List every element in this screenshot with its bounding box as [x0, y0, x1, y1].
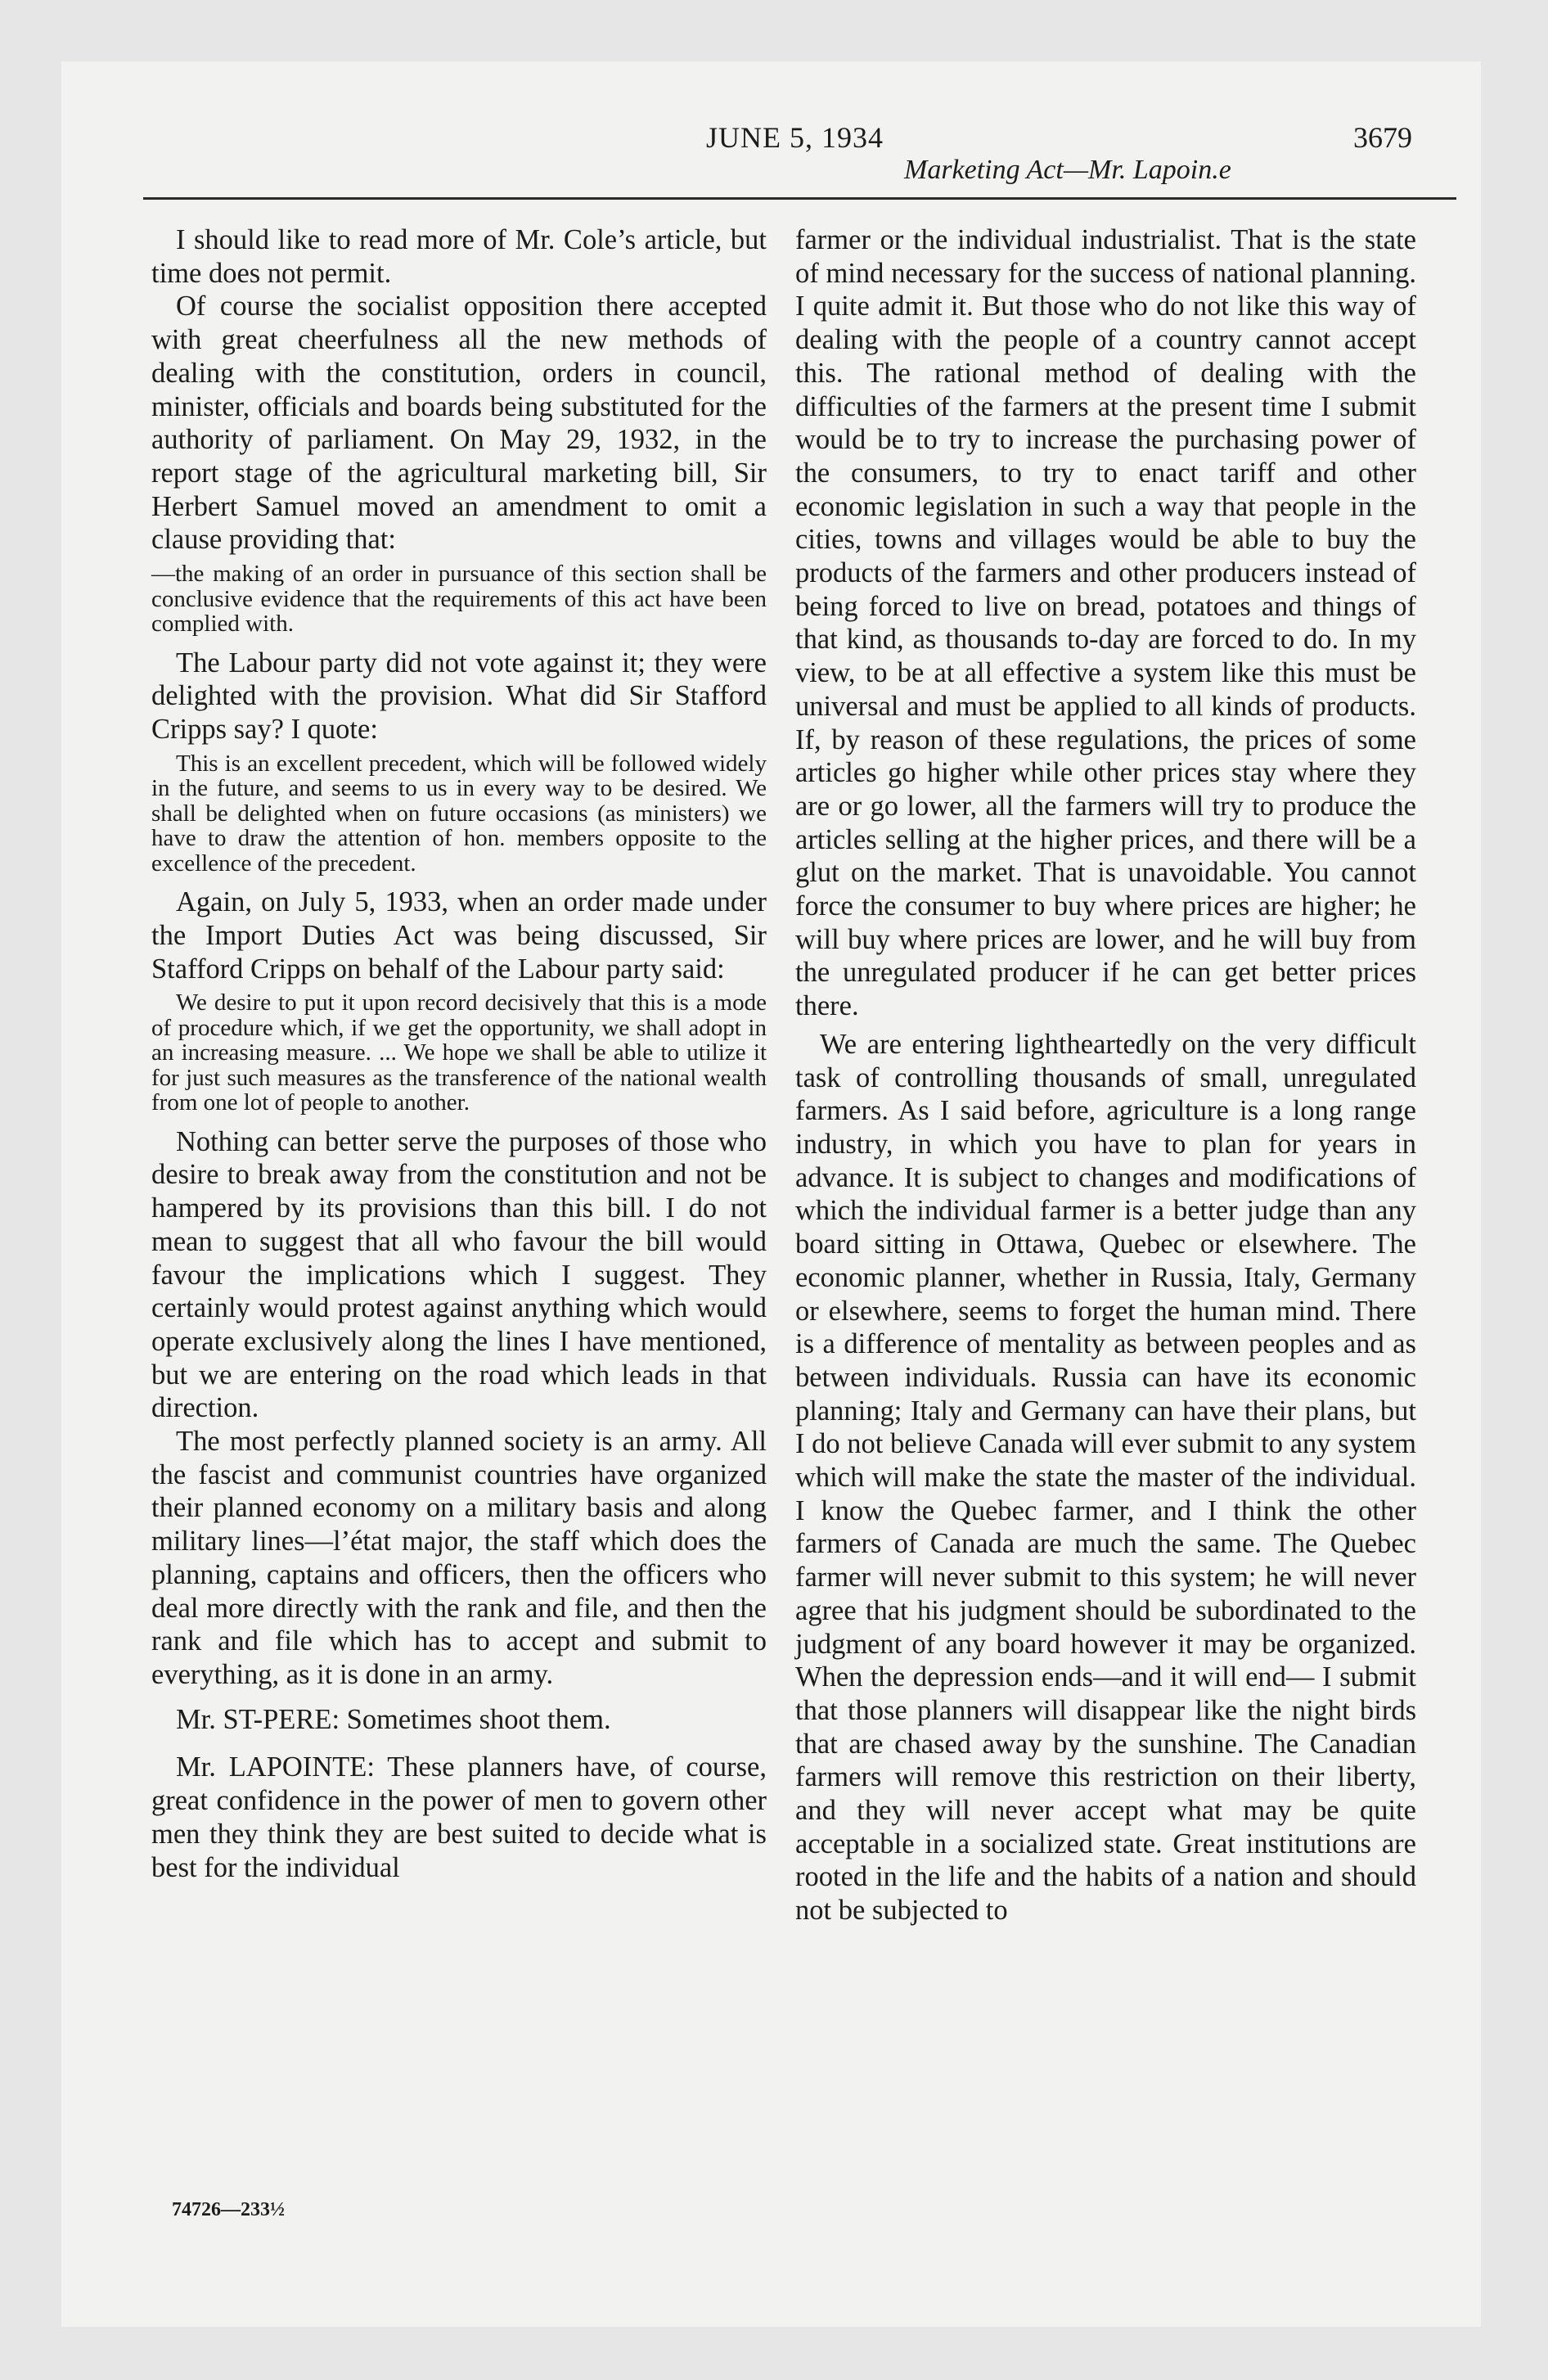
quotation-text: We desire to put it upon record decisively that this is a mode of procedure which, if we get the opportunity, we shall adopt in an increasing measure. ... We hope we shall be able to utilize it for just such measures as the transference of the national wealth from one lot of people to another.: [151, 989, 767, 1116]
paragraph: Nothing can better serve the purposes of those who desire to break away from the constitution and not be hampered by its provisions than this bill. I do not mean to suggest that all who favour the bill would favour the implications which I suggest. They certainly would protest against anything which would operate exclusively along the lines I have mentioned, but we are entering on the road which leads in that direction.: [151, 1125, 767, 1424]
paragraph: Of course the socialist opposition there accepted with great cheerfulness all the new methods of dealing with the constitution, orders in council, minister, officials and boards being substituted for the authority of parliament. On May 29, 1932, in the report stage of the agricultural marketing bill, Sir Herbert Samuel moved an amendment to omit a clause providing that:: [151, 291, 767, 556]
left-column: [151, 223, 767, 1884]
right-column: [795, 223, 1416, 1927]
quotation: [151, 751, 767, 877]
footer-code: 74726—233½: [172, 2199, 285, 2220]
paragraph: We are entering lightheartedly on the very difficult task of controlling thousands of small, unregulated farmers. As I said before, agriculture is a long range industry, in which you have to plan for years in advance. It is subject to changes and modifications of which the individual farmer is a better judge than any board sitting in Ottawa, Quebec or elsewhere. The economic planner, whether in Russia, Italy, Germany or elsewhere, seems to forget the human mind. There is a difference of mentality as between peoples and as between individuals. Russia can have its economic planning; Italy and Germany can have their plans, but I do not believe Canada will ever submit to any system which will make the state the master of the individual. I know the Quebec farmer, and I think the other farmers of Canada are much the same. The Quebec farmer will never submit to this system; he will never agree that his judgment should be subordinated to the judgment of any board however it may be organized. When the depression ends—and it will end— I submit that those planners will disappear like the night birds that are chased away by the sunshine. The Canadian farmers will remove this restriction on their liberty, and they will never accept what may be quite acceptable in a socialized state. Great institutions are rooted in the life and the habits of a nation and should not be subjected to: [795, 1028, 1416, 1927]
quotation: [151, 990, 767, 1116]
paragraph: farmer or the individual industrialist. That is the state of mind necessary for the success of national planning. I quite admit it. But those who do not like this way of dealing with the people of a country cannot accept this. The rational method of dealing with the difficulties of the farmers at the present time I submit would be to try to increase the purchasing power of the consumers, to try to enact tariff and other economic legislation in such a way that people in the cities, towns and villages would be able to buy the products of the farmers and other producers instead of being forced to live on bread, potatoes and things of that kind, as thousands to-day are forced to do. In my view, to be at all effective a system like this must be universal and must be applied to all kinds of products. If, by reason of these regulations, the prices of some articles go higher while other prices stay where they are or go lower, all the farmers will try to produce the articles selling at the higher prices, and there will be a glut on the market. That is unavoidable. You cannot force the consumer to buy where prices are higher; he will buy where prices are lower, and he will buy from the unregulated producer if he can get better prices there.: [795, 224, 1416, 1022]
paragraph: Again, on July 5, 1933, when an order made under the Import Duties Act was being discussed, Sir Stafford Cripps on behalf of the Labour party said:: [151, 886, 767, 985]
speaker-paragraph: Mr. LAPOINTE: These planners have, of course, great confidence in the power of men to govern other men they think they are best suited to decide what is best for the individual: [151, 1751, 767, 1883]
paragraph: I should like to read more of Mr. Cole’s article, but time does not permit.: [151, 224, 767, 289]
header-date: JUNE 5, 1934: [706, 121, 884, 154]
header-rule: [143, 197, 1456, 200]
running-head: Marketing Act—Mr. Lapoin.e: [904, 155, 1231, 185]
quotation-text: —the making of an order in pursuance of this section shall be conclusive evidence that the requirements of this act have been complied with.: [151, 561, 767, 638]
page-number: 3679: [1353, 121, 1412, 154]
paragraph: The Labour party did not vote against it; they were delighted with the provision. What did Sir Stafford Cripps say? I quote:: [151, 647, 767, 745]
page: [61, 61, 1481, 2327]
paragraph: The most perfectly planned society is an army. All the fascist and communist countries have organized their planned economy on a military basis and along military lines—l’état major, the staff which does the planning, captains and officers, then the officers who deal more directly with the rank and file, and then the rank and file which has to accept and submit to everything, as it is done in an army.: [151, 1426, 767, 1690]
quotation: [151, 561, 767, 637]
speaker-paragraph: Mr. ST-PERE: Sometimes shoot them.: [176, 1703, 611, 1735]
quotation-text: This is an excellent precedent, which will be followed widely in the future, and seems to us in every way to be desired. We shall be delighted when on future occasions (as ministers) we have to draw the attention of hon. members opposite to the excellence of the precedent.: [151, 750, 767, 877]
